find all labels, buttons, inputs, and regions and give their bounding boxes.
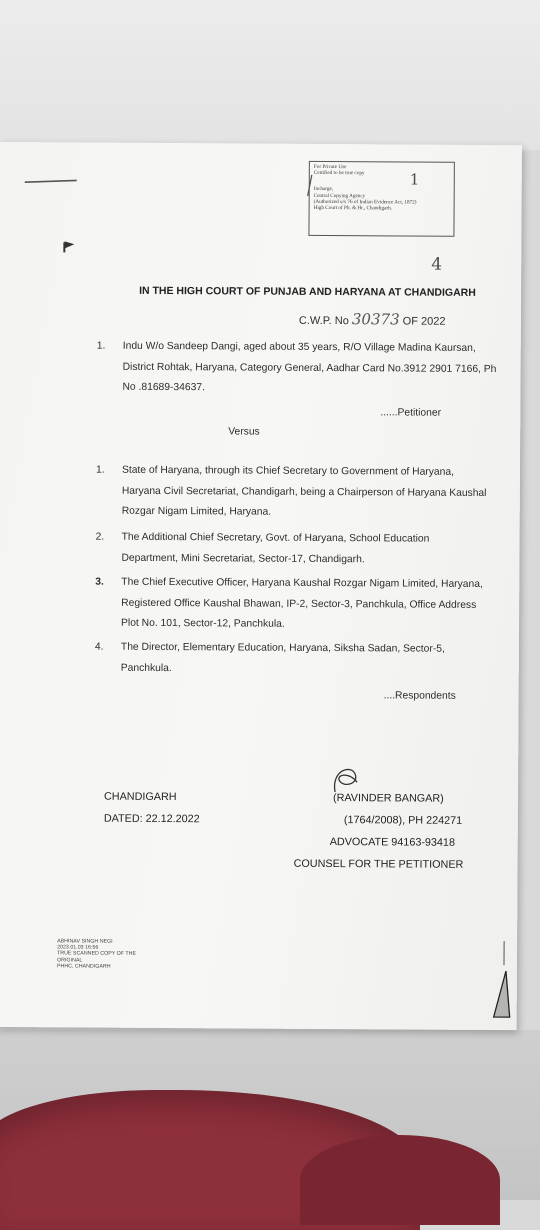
scan-stamp [57, 938, 136, 969]
scan-stamp-line: TRUE SCANNED COPY OF THE [57, 950, 137, 958]
certified-copy-stamp [308, 161, 454, 237]
pen-mark-dash [22, 170, 82, 190]
counsel-enrolment: (1764/2008), PH 224271 [343, 814, 463, 827]
case-number [299, 310, 446, 329]
stamp-line: (Authorized u/s 76 of Indian Evidence Act, 1872) [313, 198, 417, 206]
scan-stamp-line: ABHINAV SINGH NEGI [57, 938, 113, 945]
stamp-line: Central Copying Agency [313, 192, 366, 199]
respondent-number: 2. [95, 531, 105, 543]
petitioner-line: No .81689-34637. [122, 381, 205, 394]
respondent-line: Registered Office Kaushal Bhawan, IP-2, Sector-3, Panchkula, Office Address [121, 597, 477, 611]
respondent-line: The Director, Elementary Education, Haryana, Siksha Sadan, Sector-5, [120, 641, 445, 655]
respondent-line: Plot No. 101, Sector-12, Panchkula. [121, 617, 285, 630]
background-top [0, 0, 540, 150]
scan-stamp-line: ORIGINAL [56, 956, 83, 964]
petitioner-line: Indu W/o Sandeep Dangi, aged about 35 years, R/O Village Madina Kaursan, [122, 340, 476, 354]
page-number: 4 [431, 254, 443, 275]
scan-stamp-line: PHHC, CHANDIGARH [56, 963, 111, 970]
case-prefix: C.W.P. No [298, 314, 349, 328]
counsel-advocate: ADVOCATE 94163-93418 [329, 836, 455, 849]
respondent-line: Panchkula. [120, 662, 172, 674]
stamp-line: Certified to be true copy [313, 170, 365, 177]
respondent-number: 3. [95, 576, 104, 588]
respondent-line: Haryana Civil Secretariat, Chandigarh, being a Chairperson of Haryana Kaushal [121, 485, 487, 499]
case-suffix: OF 2022 [402, 315, 446, 328]
stamp-line: High Court of Pb. & Hr., Chandigarh. [313, 204, 393, 212]
stamp-handwritten-mark: 1 [409, 170, 420, 189]
red-cloth-fold [300, 1135, 500, 1225]
counsel-role: COUNSEL FOR THE PETITIONER [293, 857, 464, 871]
case-number-handwritten: 30373 [351, 310, 400, 329]
petitioner-role: ......Petitioner [380, 407, 442, 419]
respondent-number: 1. [95, 464, 105, 476]
respondent-2 [121, 528, 516, 571]
respondent-line: State of Haryana, through its Chief Secretary to Government of Haryana, [121, 464, 454, 478]
respondent-line: The Additional Chief Secretary, Govt. of Haryana, School Education [121, 531, 430, 545]
stamp-line: Incharge, [313, 186, 334, 193]
respondent-3 [121, 573, 516, 637]
petitioner-block [122, 337, 517, 401]
respondent-4 [121, 638, 516, 681]
dated-label: DATED: 22.12.2022 [103, 812, 200, 826]
pen-mark-flag [59, 238, 79, 258]
stamp-line: For Private Use [313, 163, 347, 171]
court-heading: IN THE HIGH COURT OF PUNJAB AND HARYANA AT CHANDIGARH [139, 284, 476, 299]
respondents-role: ....Respondents [383, 690, 456, 702]
respondent-line: Rozgar Nigam Limited, Haryana. [121, 505, 272, 518]
counsel-name: (RAVINDER BANGAR) [332, 792, 444, 805]
place-label: CHANDIGARH [103, 790, 177, 804]
respondent-1 [122, 461, 517, 525]
respondent-line: Department, Mini Secretariat, Sector-17, Chandigarh. [121, 552, 365, 565]
scan-stamp-line: 2023.01.03 16:56 [57, 944, 99, 951]
petitioner-line: District Rohtak, Haryana, Category General, Aadhar Card No.3912 2901 7166, Ph [122, 361, 497, 375]
versus-label: Versus [228, 426, 260, 438]
petitioner-number: 1. [96, 340, 106, 352]
corner-pen-mark [490, 937, 516, 1027]
respondent-line: The Chief Executive Officer, Haryana Kaushal Rozgar Nigam Limited, Haryana, [121, 576, 483, 590]
document-page [0, 142, 522, 1030]
respondent-number: 4. [94, 641, 104, 653]
